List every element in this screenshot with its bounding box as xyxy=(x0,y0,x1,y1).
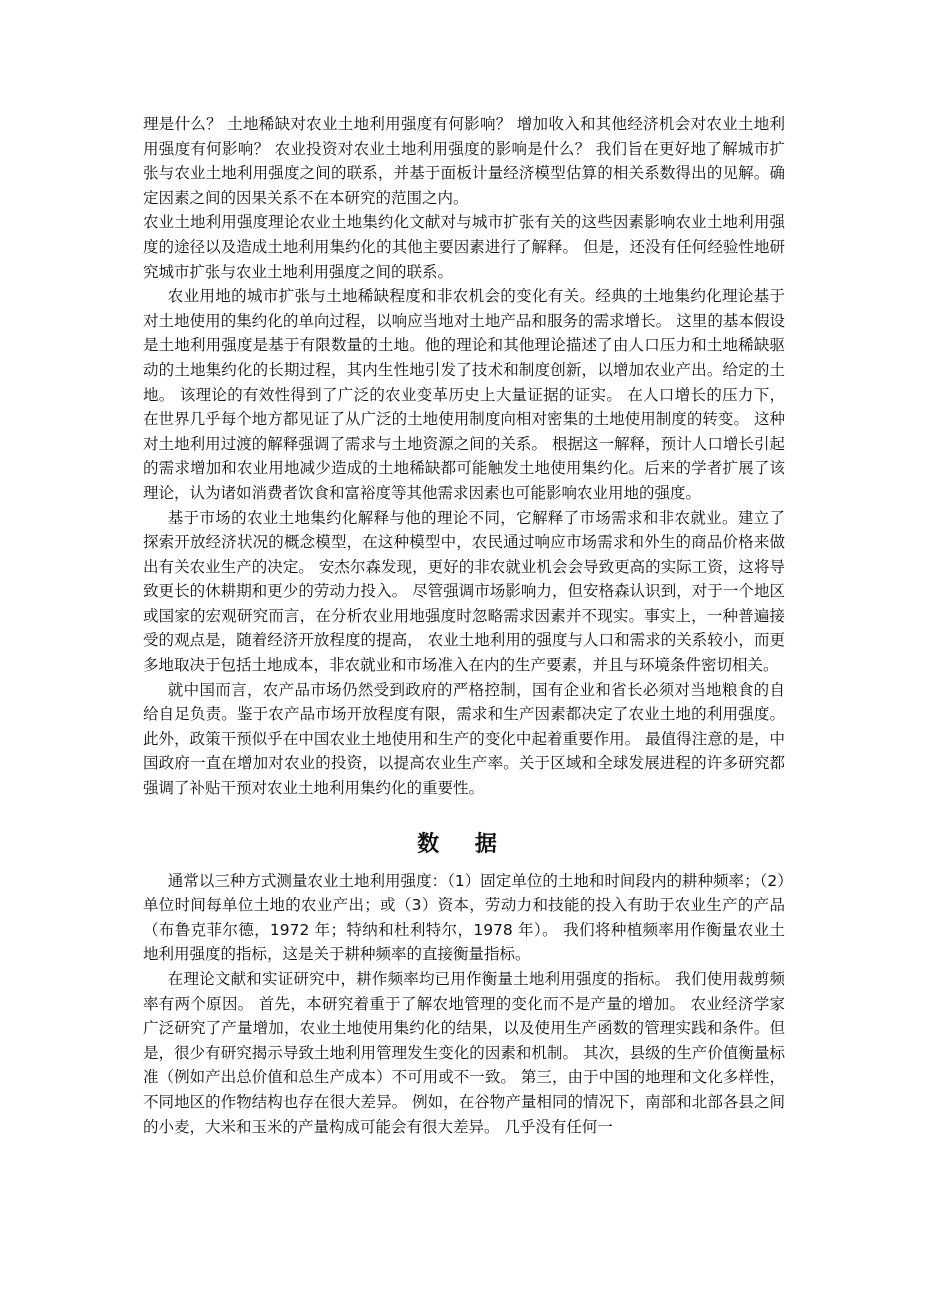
paragraph-2: 农业土地利用强度理论农业土地集约化文献对与城市扩张有关的这些因素影响农业土地利用强度的途径以及造成土地利用集约化的其他主要因素进行了解释。 但是，还没有任何经验性地研究城市扩张与农业土地利用强度之间的联系。 xyxy=(143,213,785,281)
paragraph-5: 就中国而言，农产品市场仍然受到政府的严格控制，国有企业和省长必须对当地粮食的自给自足负责。鉴于农产品市场开放程度有限，需求和生产因素都决定了农业土地的利用强度。 此外，政策干预似乎在中国农业土地使用和生产的变化中起着重要作用。 最值得注意的是，中国政府一直在增加对农业的投资，以提高农业生产率。关于区域和全球发展进程的许多研究都强调了补贴干预对农业土地利用集约化的重要性。 xyxy=(143,680,785,798)
paragraph-4: 基于市场的农业土地集约化解释与他的理论不同，它解释了市场需求和非农就业。建立了探索开放经济状况的概念模型，在这种模型中，农民通过响应市场需求和外生的商品价格来做出有关农业生产的决定。 安杰尔森发现，更好的非农就业机会会导致更高的实际工资，这将导致更长的休耕期和更少的劳动力投入。 尽管强调市场影响力，但安格森认识到，对于一个地区或国家的宏观研究而言，在分析农业用地强度时忽略需求因素并不现实。事实上，一种普遍接受的观点是，随着经济开放程度的提高， 农业土地利用的强度与人口和需求的关系较小，而更多地取决于包括土地成本，非农就业和市场准入在内的生产要素，并且与环境条件密切相关。 xyxy=(143,508,785,675)
paragraph-7: 在理论文献和实证研究中，耕作频率均已用作衡量土地利用强度的指标。 我们使用裁剪频率有两个原因。 首先，本研究着重于了解农地管理的变化而不是产量的增加。 农业经济学家广泛研究了产量增加，农业土地使用集约化的结果，以及使用生产函数的管理实践和条件。但是，很少有研究揭示导致土地利用管理发生变化的因素和机制。 其次，县级的生产价值衡量标准（例如产出总价值和总生产成本）不可用或不一致。 第三，由于中国的地理和文化多样性，不同地区的作物结构也存在很大差异。 例如，在谷物产量相同的情况下，南部和北部各县之间的小麦，大米和玉米的产量构成可能会有很大差异。 几乎没有任何一 xyxy=(143,970,785,1136)
paragraph-1: 理是什么？ 土地稀缺对农业土地利用强度有何影响？ 增加收入和其他经济机会对农业土地利用强度有何影响？ 农业投资对农业土地利用强度的影响是什么？ 我们旨在更好地了解城市扩张与农业土地利用强度之间的联系，并基于面板计量经济模型估算的相关系数得出的见解。确定因素之间的因果关系不在本研究的范围之内。 xyxy=(143,115,785,207)
paragraph-6: 通常以三种方式测量农业土地利用强度：（1）固定单位的土地和时间段内的耕种频率；（2）单位时间每单位土地的农业产出；或（3）资本，劳动力和技能的投入有助于农业生产的产品（布鲁克菲尔德，1972 年；特纳和杜利特尔，1978 年）。 我们将种植频率用作衡量农业土地利用强度的指标，这是关于耕种频率的直接衡量指标。 xyxy=(143,871,785,964)
section-heading: 数 据 xyxy=(417,831,511,857)
paragraph-3: 农业用地的城市扩张与土地稀缺程度和非农机会的变化有关。经典的土地集约化理论基于对土地使用的集约化的单向过程，以响应当地对土地产品和服务的需求增长。 这里的基本假设是土地利用强度是基于有限数量的土地。他的理论和其他理论描述了由人口压力和土地稀缺驱动的土地集约化的长期过程，其内生性地引发了技术和制度创新，以增加农业产出。给定的土地。 该理论的有效性得到了广泛的农业变革历史上大量证据的证实。 在人口增长的压力下，在世界几乎每个地方都见证了从广泛的土地使用制度向相对密集的土地使用制度的转变。 这种对土地利用过渡的解释强调了需求与土地资源之间的关系。 根据这一解释，预计人口增长引起的需求增加和农业用地减少造成的土地稀缺都可能触发土地使用集约化。后来的学者扩展了该理论，认为诸如消费者饮食和富裕度等其他需求因素也可能影响农业用地的强度。 xyxy=(143,287,785,502)
document-body xyxy=(143,112,785,1139)
